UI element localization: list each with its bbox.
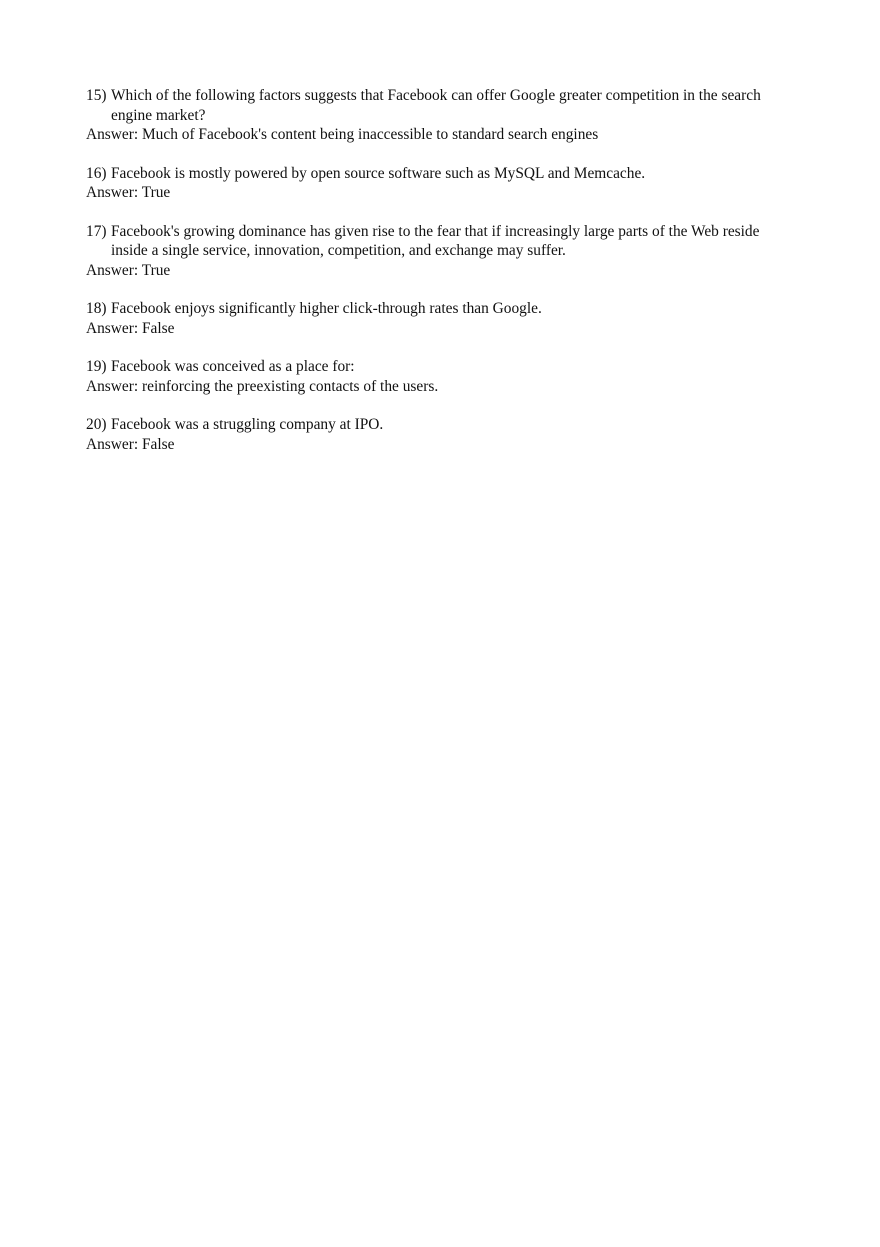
question bbox=[86, 357, 786, 377]
question bbox=[86, 86, 786, 125]
question-text: Which of the following factors suggests that Facebook can offer Google greater competition in the search engine market? bbox=[111, 87, 761, 124]
question-item-16 bbox=[86, 164, 786, 203]
question-text: Facebook is mostly powered by open source software such as MySQL and Memcache. bbox=[111, 164, 646, 182]
question bbox=[86, 164, 786, 184]
question-text: Facebook was conceived as a place for: bbox=[111, 358, 355, 375]
question-item-17 bbox=[86, 222, 786, 281]
question bbox=[86, 222, 786, 261]
question-item-20 bbox=[86, 415, 786, 454]
question-text: Facebook enjoys significantly higher click-through rates than Google. bbox=[111, 300, 542, 317]
question-number: 19) bbox=[86, 358, 107, 375]
question-number: 16) bbox=[86, 164, 107, 182]
question-item-19 bbox=[86, 357, 786, 396]
question-text: Facebook's growing dominance has given rise to the fear that if increasingly large parts of the Web reside inside a single service, innovation, competition, and exchange may suffer. bbox=[111, 222, 760, 259]
answer-text: Answer: Much of Facebook's content being inaccessible to standard search engines bbox=[86, 126, 599, 143]
question-text: Facebook was a struggling company at IPO. bbox=[111, 416, 384, 433]
question-number: 15) bbox=[86, 87, 107, 104]
question-item-15 bbox=[86, 86, 786, 145]
answer-text: Answer: True bbox=[86, 184, 171, 201]
question-number: 20) bbox=[86, 416, 107, 433]
question-number: 18) bbox=[86, 300, 107, 317]
question-item-18 bbox=[86, 299, 786, 338]
answer-text: Answer: True bbox=[86, 261, 171, 279]
answer-text: Answer: reinforcing the preexisting contacts of the users. bbox=[86, 377, 439, 395]
answer-text: Answer: False bbox=[86, 319, 175, 337]
question-list bbox=[86, 86, 786, 473]
question bbox=[86, 299, 786, 319]
answer-text: Answer: False bbox=[86, 435, 175, 453]
question bbox=[86, 415, 786, 435]
question-number: 17) bbox=[86, 222, 107, 240]
